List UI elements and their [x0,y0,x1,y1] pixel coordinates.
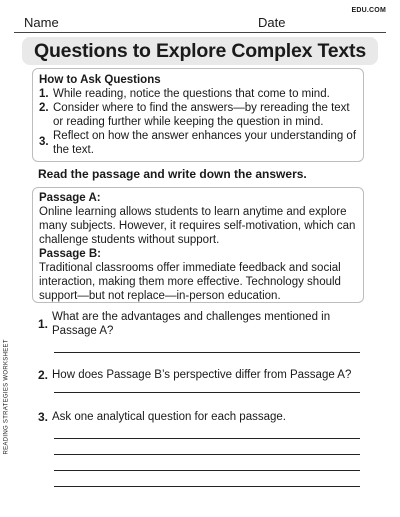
question-3 [38,410,368,424]
question-1 [38,310,368,338]
side-label: READING STRATEGIES WORKSHEET [3,339,10,455]
answer-line[interactable] [54,470,360,471]
step-number: 1. [39,88,49,100]
how-to-box [32,68,364,162]
passage-box [32,187,364,303]
passage-a-text: Online learning allows students to learn anytime and explore many subjects. However, it requires self-motivation, which can challenge students without support. [39,206,356,246]
date-label: Date [258,15,286,30]
how-to-step [39,101,357,129]
question-text: Ask one analytical question for each passage. [52,411,286,423]
passage-b-title: Passage B: [39,248,102,260]
passage-b-text: Traditional classrooms offer immediate feedback and social interaction, making them more effective. Technology should support—but not replace—in-person education. [39,262,341,302]
how-to-step [39,129,357,157]
name-label: Name [24,15,59,30]
answer-line[interactable] [54,486,360,487]
question-text: What are the advantages and challenges mentioned in Passage A? [52,311,331,337]
worksheet-title: Questions to Explore Complex Texts [22,37,378,65]
step-number: 3. [39,136,49,148]
answer-line[interactable] [54,352,360,353]
how-to-step [39,87,357,101]
question-text: How does Passage B’s perspective differ from Passage A? [52,369,352,381]
header-rule [14,32,386,33]
answer-line[interactable] [54,392,360,393]
answer-line[interactable] [54,438,360,439]
question-2 [38,368,368,382]
how-to-title: How to Ask Questions [39,74,161,86]
answer-line[interactable] [54,454,360,455]
step-number: 2. [39,102,49,114]
passage-a-title: Passage A: [39,192,101,204]
question-number: 2. [38,368,49,382]
step-text: Consider where to find the answers—by rereading the text or reading further while keeping the question in mind. [53,102,350,128]
question-number: 3. [38,410,49,424]
step-text: While reading, notice the questions that come to mind. [53,88,330,100]
step-text: Reflect on how the answer enhances your understanding of the text. [53,130,357,156]
site-logo: EDU.COM [351,7,386,14]
instruction-text: Read the passage and write down the answers. [38,167,307,181]
question-number: 1. [38,317,49,331]
